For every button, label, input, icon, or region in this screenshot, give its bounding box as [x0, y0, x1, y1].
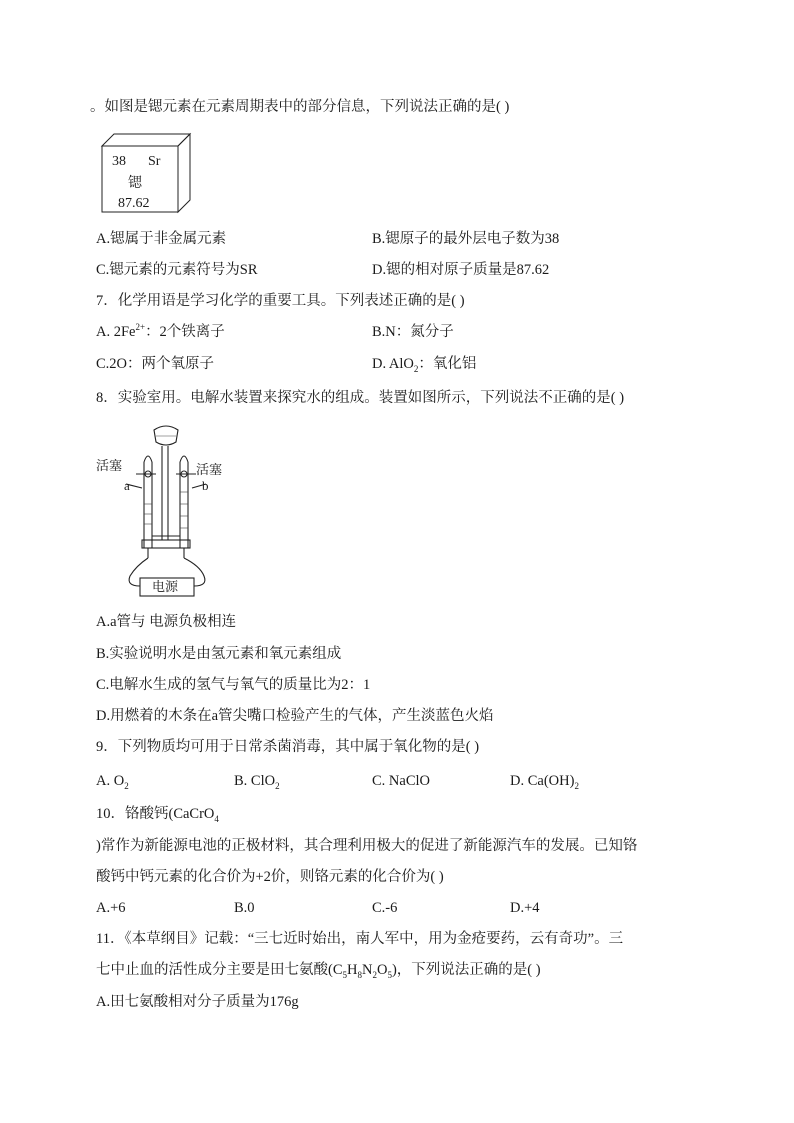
- q6-option-b: B.锶原子的最外层电子数为38: [372, 231, 560, 247]
- q7-a-prefix: A. 2Fe: [96, 324, 136, 340]
- q11-o: O: [376, 962, 388, 978]
- q9-d-subscript: 2: [574, 780, 579, 791]
- element-symbol: Sr: [148, 154, 161, 169]
- q10-stem-prefix: 10．铬酸钙(CaCrO: [96, 806, 215, 822]
- q11-sub-c: 5: [342, 969, 347, 980]
- right-valve-label: 活塞: [196, 462, 223, 477]
- q11-stem-line1: 11．《本草纲目》记载：“三七近时始出，南人军中，用为金疮要药，云有奇功”。三: [96, 931, 624, 947]
- q10-option-b: B.0: [234, 900, 255, 916]
- q6-option-d: D.锶的相对原子质量是87.62: [372, 262, 550, 278]
- q9-option-a: [96, 771, 129, 791]
- q10-option-c: C.-6: [372, 900, 398, 916]
- q7-d-subscript: 2: [413, 363, 419, 374]
- q11-stem-line2: [96, 960, 541, 980]
- q9-a-subscript: 2: [124, 780, 129, 791]
- tube-b-label: b: [202, 478, 209, 493]
- left-valve-label: 活塞: [96, 458, 123, 473]
- electrolysis-apparatus-diagram: [96, 420, 236, 600]
- q7-option-c: C.2O：两个氧原子: [96, 356, 215, 372]
- q8-option-c: C.电解水生成的氢气与氧气的质量比为2：1: [96, 677, 371, 693]
- q9-b-subscript: 2: [275, 780, 280, 791]
- tube-a-label: a: [124, 478, 130, 493]
- q10-option-d: D.+4: [510, 900, 540, 916]
- q7-a-suffix: ：2个铁离子: [145, 324, 225, 340]
- q8-option-b: B.实验说明水是由氢元素和氧元素组成: [96, 646, 342, 662]
- element-name: 锶: [128, 176, 142, 191]
- q11-option-a: A.田七氨酸相对分子质量为176g: [96, 994, 299, 1010]
- q10-stem-line2: )常作为新能源电池的正极材料，其合理利用极大的促进了新能源汽车的发展。已知铬: [96, 838, 638, 854]
- electrolysis-apparatus-drawing: [96, 420, 236, 600]
- q8-option-d: D.用燃着的木条在a管尖嘴口检验产生的气体，产生淡蓝色火焰: [96, 708, 494, 724]
- q11-stem-suffix: )，下列说法正确的是( ): [391, 962, 541, 978]
- q9-option-b: [234, 771, 280, 791]
- q11-sub-h: 8: [357, 969, 362, 980]
- q7-option-d: [372, 354, 476, 374]
- q9-a-prefix: A. O: [96, 773, 125, 789]
- q8-stem: 8．实验室用。电解水装置来探究水的组成。装置如图所示，下列说法不正确的是( ): [96, 390, 625, 406]
- q10-stem-line3: 酸钙中钙元素的化合价为+2价，则铬元素的化合价为( ): [96, 869, 444, 885]
- atomic-mass: 87.62: [118, 196, 150, 211]
- q7-a-charge: 2+: [135, 322, 146, 333]
- q7-option-b: B.N：氮分子: [372, 324, 454, 340]
- q9-option-d: [510, 771, 579, 791]
- q6-option-c: C.锶元素的元素符号为SR: [96, 262, 258, 278]
- q7-d-suffix: ：氧化铝: [418, 356, 477, 372]
- q7-d-prefix: D. AlO: [372, 356, 414, 372]
- q9-stem: 9．下列物质均可用于日常杀菌消毒，其中属于氧化物的是( ): [96, 739, 480, 755]
- atomic-number: 38: [112, 154, 126, 169]
- q7-option-a: [96, 322, 225, 342]
- q7-stem: 7．化学用语是学习化学的重要工具。下列表述正确的是( ): [96, 293, 465, 309]
- power-supply-label: 电源: [152, 579, 179, 594]
- q11-sub-n: 2: [372, 969, 377, 980]
- q10-option-a: A.+6: [96, 900, 126, 916]
- q10-stem-subscript: 4: [214, 813, 219, 824]
- q11-n: N: [361, 962, 373, 978]
- q6-stem: 。如图是锶元素在元素周期表中的部分信息，下列说法正确的是( ): [90, 99, 510, 115]
- q11-sub-o: 5: [387, 969, 392, 980]
- q10-stem-line1: [96, 804, 219, 824]
- q8-option-a: A.a管与 电源负极相连: [96, 614, 237, 630]
- q9-d-prefix: D. Ca(OH): [510, 773, 575, 789]
- q11-stem-prefix: 七中止血的活性成分主要是田七氨酸(C: [96, 962, 343, 978]
- element-tile-strontium: [100, 132, 192, 214]
- q11-h: H: [347, 962, 358, 978]
- q9-b-prefix: B. ClO: [234, 773, 276, 789]
- q6-option-a: A.锶属于非金属元素: [96, 231, 227, 247]
- q9-option-c: C. NaClO: [372, 773, 430, 789]
